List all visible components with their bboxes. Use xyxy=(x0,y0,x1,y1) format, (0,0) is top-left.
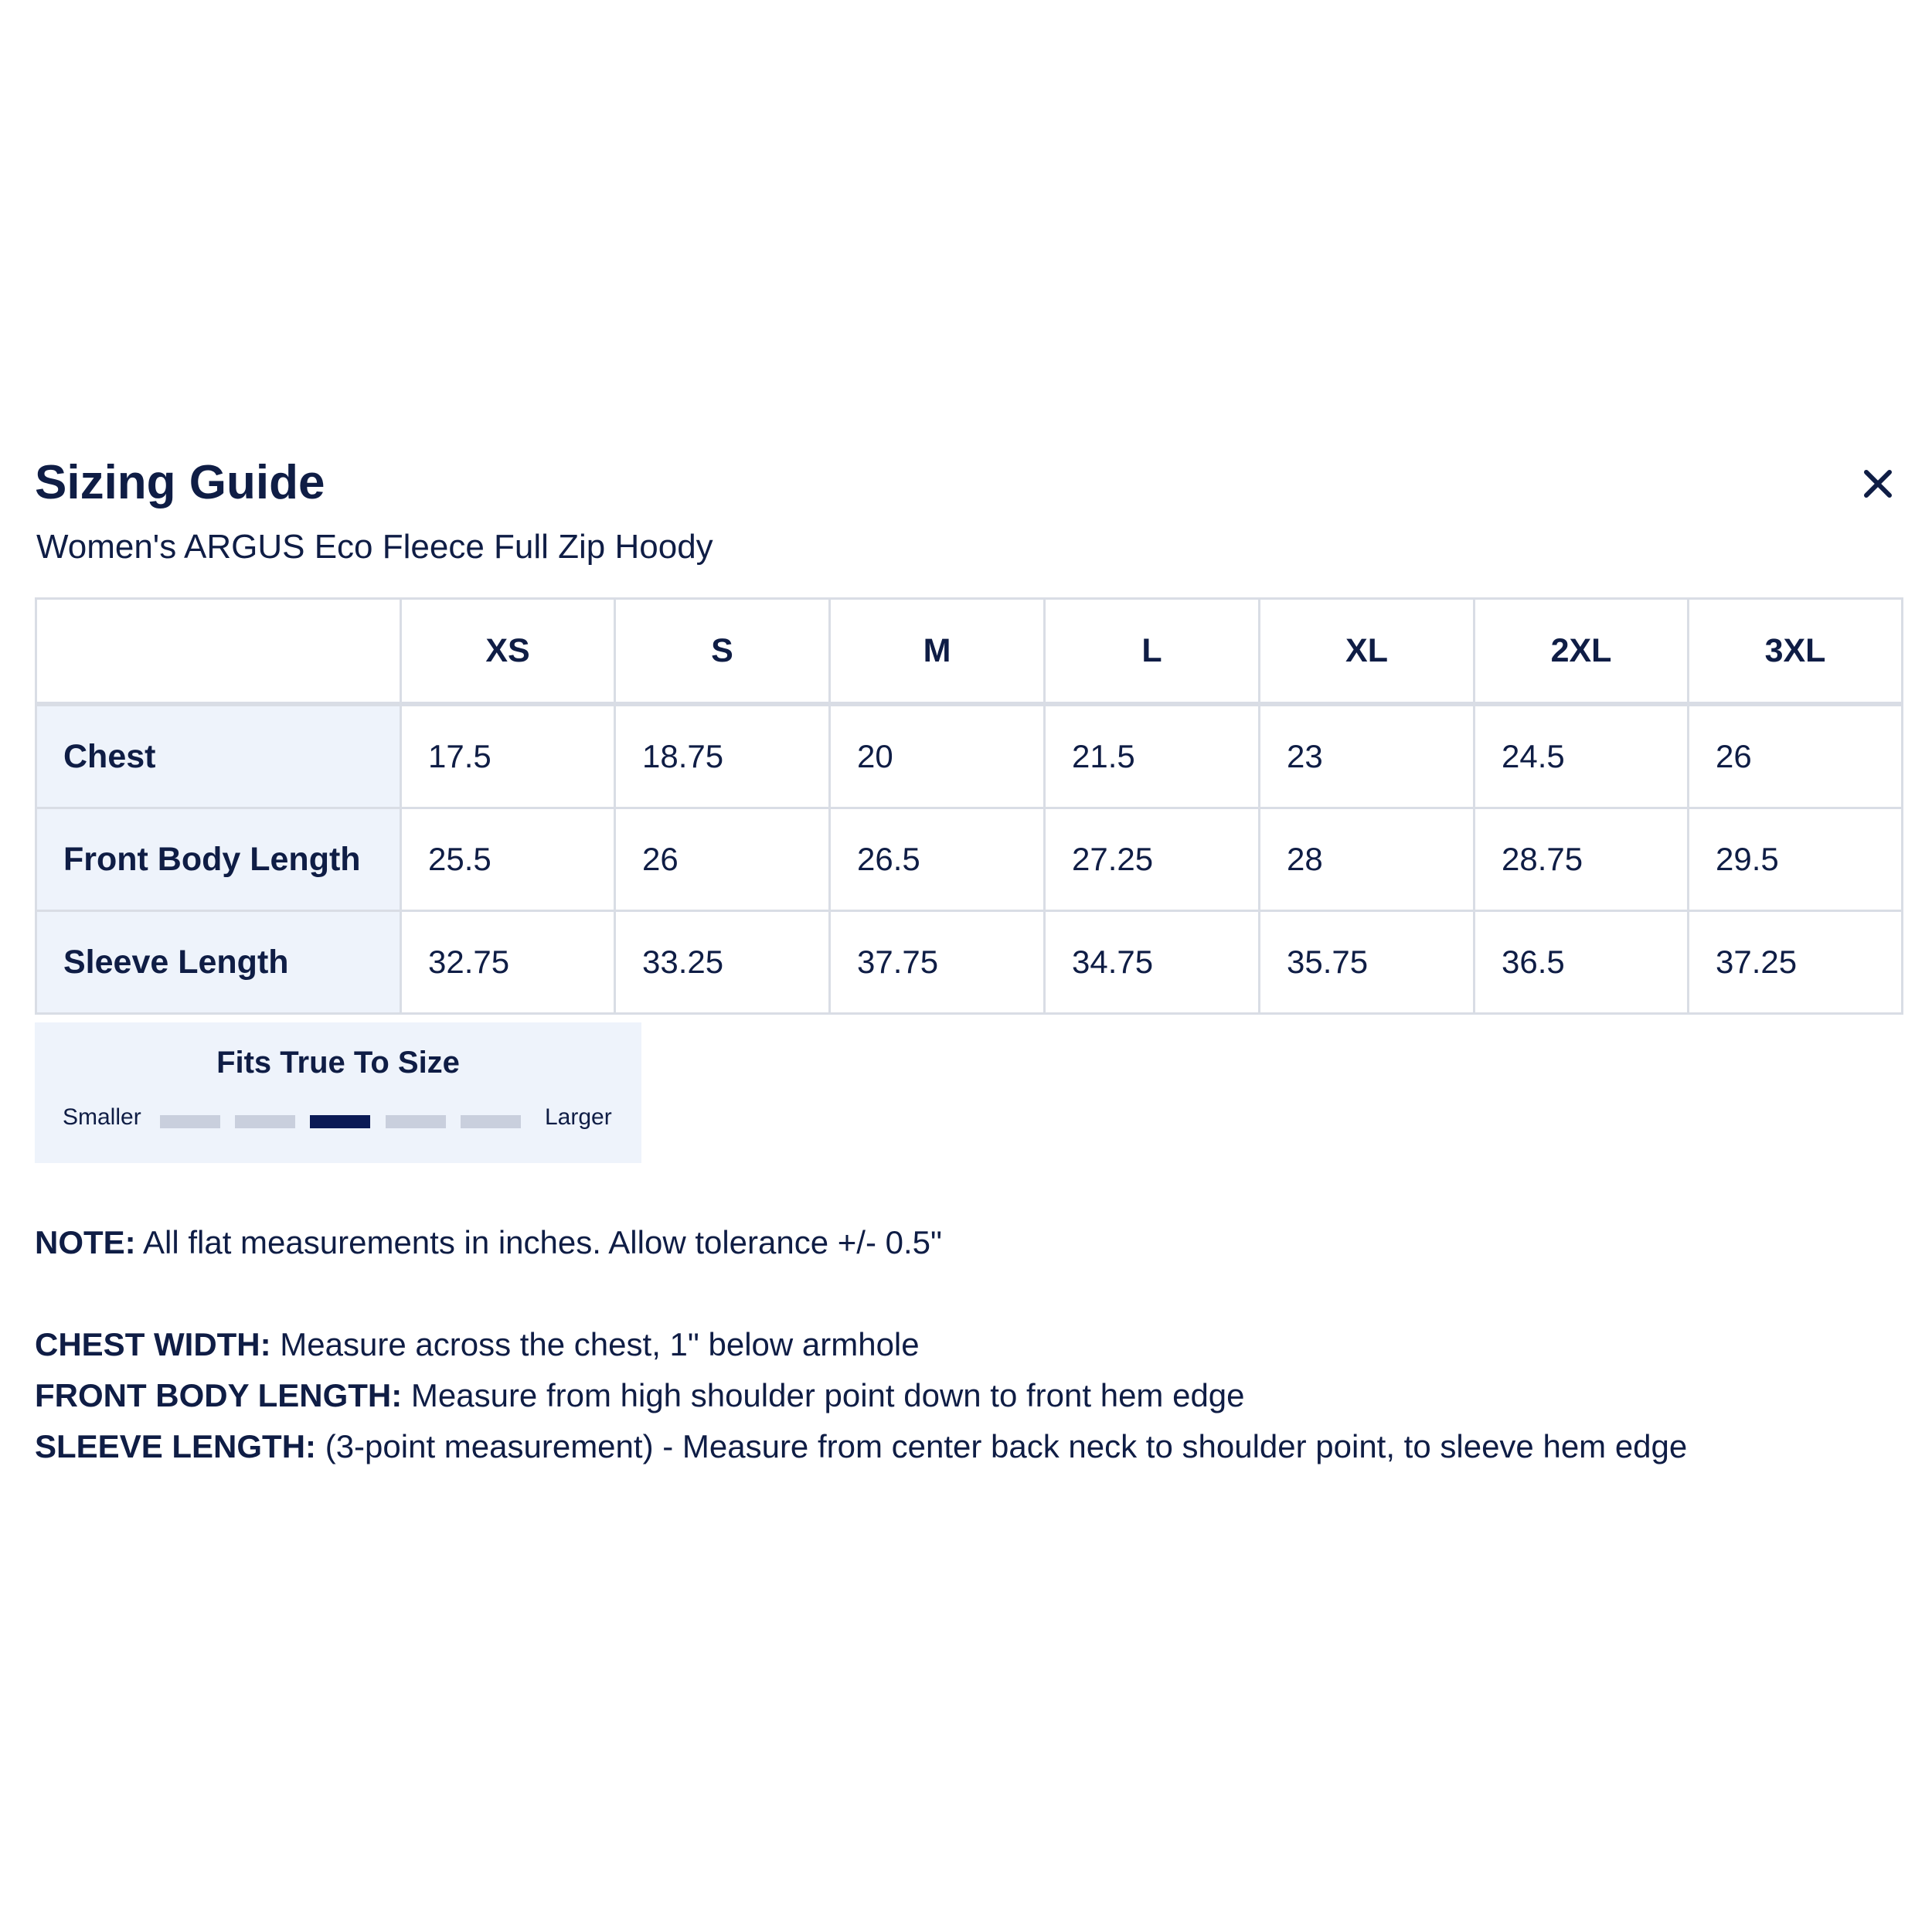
table-cell: 21.5 xyxy=(1045,704,1260,808)
size-header: M xyxy=(830,599,1045,705)
fit-indicator xyxy=(35,1022,641,1163)
row-label: Chest xyxy=(36,704,401,808)
fit-scale-segment xyxy=(461,1115,521,1128)
page-title: Sizing Guide xyxy=(35,456,325,509)
size-header: XL xyxy=(1260,599,1475,705)
size-table xyxy=(35,597,1903,1015)
note-text: All flat measurements in inches. Allow tolerance +/- 0.5" xyxy=(135,1224,942,1260)
fit-scale-segment xyxy=(160,1115,220,1128)
row-label: Sleeve Length xyxy=(36,911,401,1014)
fit-scale-segment xyxy=(235,1115,295,1128)
table-cell: 32.75 xyxy=(401,911,615,1014)
note-line xyxy=(35,1217,1901,1268)
fit-smaller-label: Smaller xyxy=(63,1104,141,1130)
chest-width-line xyxy=(35,1319,1901,1370)
table-cell: 26 xyxy=(1689,704,1903,808)
table-cell: 26 xyxy=(615,808,830,911)
header-empty-cell xyxy=(36,599,401,705)
table-cell: 36.5 xyxy=(1475,911,1689,1014)
size-header: S xyxy=(615,599,830,705)
size-header: 2XL xyxy=(1475,599,1689,705)
table-cell: 17.5 xyxy=(401,704,615,808)
fit-scale-segment xyxy=(386,1115,446,1128)
fit-title: Fits True To Size xyxy=(216,1046,460,1080)
measurement-notes xyxy=(35,1217,1901,1472)
table-cell: 26.5 xyxy=(830,808,1045,911)
front-body-length-line xyxy=(35,1370,1901,1421)
table-cell: 37.25 xyxy=(1689,911,1903,1014)
table-cell: 25.5 xyxy=(401,808,615,911)
table-cell: 35.75 xyxy=(1260,911,1475,1014)
table-cell: 24.5 xyxy=(1475,704,1689,808)
table-header-row xyxy=(36,599,1903,705)
table-cell: 29.5 xyxy=(1689,808,1903,911)
table-row xyxy=(36,808,1903,911)
table-row xyxy=(36,911,1903,1014)
row-label: Front Body Length xyxy=(36,808,401,911)
sleeve-length-line xyxy=(35,1421,1901,1472)
table-cell: 20 xyxy=(830,704,1045,808)
sleeve-length-label: SLEEVE LENGTH: xyxy=(35,1428,317,1464)
size-header: XS xyxy=(401,599,615,705)
table-cell: 33.25 xyxy=(615,911,830,1014)
close-button[interactable] xyxy=(1859,464,1897,503)
size-header: 3XL xyxy=(1689,599,1903,705)
size-header: L xyxy=(1045,599,1260,705)
sleeve-length-text: (3-point measurement) - Measure from center back neck to shoulder point, to sleeve hem edge xyxy=(316,1428,1688,1464)
table-cell: 27.25 xyxy=(1045,808,1260,911)
table-cell: 18.75 xyxy=(615,704,830,808)
chest-width-label: CHEST WIDTH: xyxy=(35,1326,271,1362)
close-icon xyxy=(1859,464,1897,503)
product-name: Women's ARGUS Eco Fleece Full Zip Hoody xyxy=(36,528,713,566)
front-body-length-text: Measure from high shoulder point down to front hem edge xyxy=(402,1377,1245,1413)
table-cell: 28.75 xyxy=(1475,808,1689,911)
fit-scale-segment xyxy=(310,1115,370,1128)
note-label: NOTE: xyxy=(35,1224,136,1260)
table-cell: 28 xyxy=(1260,808,1475,911)
front-body-length-label: FRONT BODY LENGTH: xyxy=(35,1377,403,1413)
table-cell: 23 xyxy=(1260,704,1475,808)
table-row xyxy=(36,704,1903,808)
table-cell: 34.75 xyxy=(1045,911,1260,1014)
table-cell: 37.75 xyxy=(830,911,1045,1014)
chest-width-text: Measure across the chest, 1" below armhole xyxy=(270,1326,920,1362)
fit-larger-label: Larger xyxy=(545,1104,612,1130)
